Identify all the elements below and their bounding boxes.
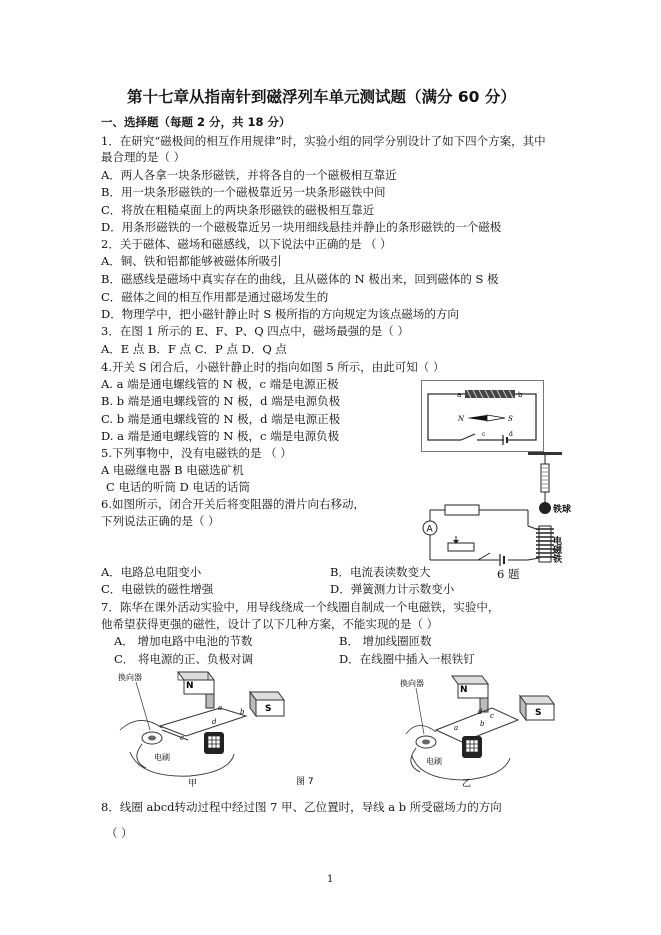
q6-option-c: C．电磁铁的磁性增强 (101, 582, 214, 596)
fig7-yi-label-n: N (460, 685, 468, 695)
q7-option-a: A． 增加电路中电池的节数 (114, 634, 253, 648)
fig7-jia-label-a: a (218, 704, 223, 712)
fig7-yi-label-c: c (490, 712, 494, 720)
fig7-yi-label-s: S (535, 708, 542, 718)
figure-5-solenoid-circuit (421, 380, 544, 452)
q1-stem-line1: 1．在研究“磁极间的相互作用规律”时，实验小组的同学分别设计了如下四个方案，其中 (101, 134, 546, 148)
fig5-label-b: b (518, 391, 523, 399)
circuit-wires (430, 505, 539, 566)
q4-option-c: C. b 端是通电螺线管的 N 极，d 端是电源正极 (101, 412, 341, 426)
fig5-label-d: d (509, 431, 513, 438)
fig7-label-commutator: 换向器 (118, 673, 142, 682)
q8-stem-line2: （ ） (106, 826, 133, 840)
fig7-yi-label-b: b (480, 720, 485, 728)
q4-option-d: D. a 端是通电螺线管的 N 极，c 端是电源负极 (101, 429, 340, 443)
q1-option-c: C．将放在粗糙桌面上的两块条形磁铁的磁极相互靠近 (101, 203, 375, 217)
solenoid-coil (465, 390, 515, 398)
fig5-label-n: N (458, 415, 465, 423)
q4-stem: 4.开关 S 闭合后，小磁针静止时的指向如图 5 所示，由此可知（ ） (101, 360, 445, 374)
fig7-label-yi: 乙 (462, 779, 472, 789)
q3-options: A．E 点 B．F 点 C．P 点 D．Q 点 (101, 342, 287, 356)
q6-option-b: B．电流表读数变大 (330, 565, 431, 579)
q5-options-ab: A 电磁继电器 B 电磁选矿机 (101, 463, 244, 477)
q1-option-a: A．两人各拿一块条形磁铁，并将各自的一个磁极相互靠近 (101, 168, 397, 182)
q6-option-d: D．弹簧测力计示数变小 (330, 582, 455, 596)
iron-ball-icon (539, 502, 551, 514)
q1-stem-line2: 最合理的是（ ） (101, 150, 186, 164)
q6-option-a: A．电路总电阻变小 (101, 565, 202, 579)
section-heading: 一、选择题（每题 2 分，共 18 分） (101, 115, 291, 129)
motor-jia (120, 672, 284, 776)
q5-stem: 5.下列事物中，没有电磁铁的是 （ ） (101, 446, 292, 460)
q6-stem-line1: 6.如图所示，闭合开关后将变阻器的滑片向右移动， (101, 497, 365, 511)
fig6-label-electromagnet: 电磁铁 (551, 536, 561, 563)
page-title: 第十七章从指南针到磁浮列车单元测试题（满分 60 分） (127, 88, 516, 106)
q6-figure-label: 6 题 (497, 567, 520, 581)
q7-stem-line1: 7．陈华在课外活动实验中，用导线绕成一个线圈自制成一个电磁铁，实验中， (101, 600, 500, 614)
q4-option-b: B. b 端是通电螺线管的 N 极，d 端是电源负极 (101, 394, 341, 408)
fig5-label-c: c (482, 431, 486, 438)
q5-options-cd: C 电话的听筒 D 电话的话筒 (106, 480, 250, 494)
q2-option-b: B．磁感线是磁场中真实存在的曲线，且从磁体的 N 极出来，回到磁体的 S 极 (101, 272, 499, 286)
fig7-label-jia: 甲 (188, 779, 198, 789)
fig6-label-iron-ball: 铁球 (553, 505, 572, 515)
fig7-yi-label-d: d (478, 708, 483, 716)
spring-scale (528, 452, 562, 502)
fig7-label-commutator-yi: 换向器 (400, 679, 424, 688)
fig7-jia-label-d: d (212, 718, 217, 726)
page-number: 1 (327, 874, 334, 885)
q2-option-c: C．磁体之间的相互作用都是通过磁场发生的 (101, 290, 329, 304)
fig7-jia-label-n: N (186, 681, 194, 691)
q8-stem-line1: 8．线圈 abcd转动过程中经过图 7 甲、乙位置时，导线 a b 所受磁场力的方向 (101, 800, 502, 814)
q2-option-a: A．铜、铁和铝都能够被磁体所吸引 (101, 254, 282, 268)
fig7-jia-label-c: c (180, 734, 184, 742)
q4-option-a: A. a 端是通电螺线管的 N 极，c 端是电源正极 (101, 377, 339, 391)
q7-option-d: D．在线圈中插入一根铁钉 (339, 652, 475, 666)
q3-stem: 3．在图 1 所示的 E、F、P、Q 四点中，磁场最强的是（ ） (101, 324, 409, 338)
q7-option-c: C． 将电源的正、负极对调 (114, 652, 253, 666)
fig7-caption: 图 7 (296, 777, 314, 787)
q7-stem-line2: 他希望获得更强的磁性，设计了以下几种方案，不能实现的是（ ） (101, 617, 439, 631)
figure-6-electromagnet-circuit (410, 452, 585, 572)
fig7-yi-label-a: a (454, 724, 459, 732)
q2-option-d: D．物理学中，把小磁针静止时 S 极所指的方向规定为该点磁场的方向 (101, 307, 459, 321)
fig7-jia-label-s: S (265, 704, 272, 714)
fig5-label-s: S (508, 415, 513, 423)
fig5-label-a: a (457, 391, 462, 399)
q1-option-b: B．用一块条形磁铁的一个磁极靠近另一块条形磁铁中间 (101, 185, 386, 199)
q2-stem: 2．关于磁体、磁场和磁感线，以下说法中正确的是 （ ） (101, 237, 392, 251)
figure-7-motors (100, 668, 570, 790)
q1-option-d: D．用条形磁铁的一个磁极靠近另一块用细线悬挂并静止的条形磁铁的一个磁极 (101, 220, 502, 234)
fig7-jia-label-brush: 电刷 (154, 753, 170, 762)
q6-stem-line2: 下列说法正确的是（ ） (101, 514, 220, 528)
fig7-yi-label-brush: 电刷 (426, 757, 442, 766)
fig6-label-ammeter: A (426, 524, 433, 535)
q7-option-b: B． 增加线圈匝数 (339, 634, 432, 648)
fig7-jia-label-b: b (240, 708, 245, 716)
